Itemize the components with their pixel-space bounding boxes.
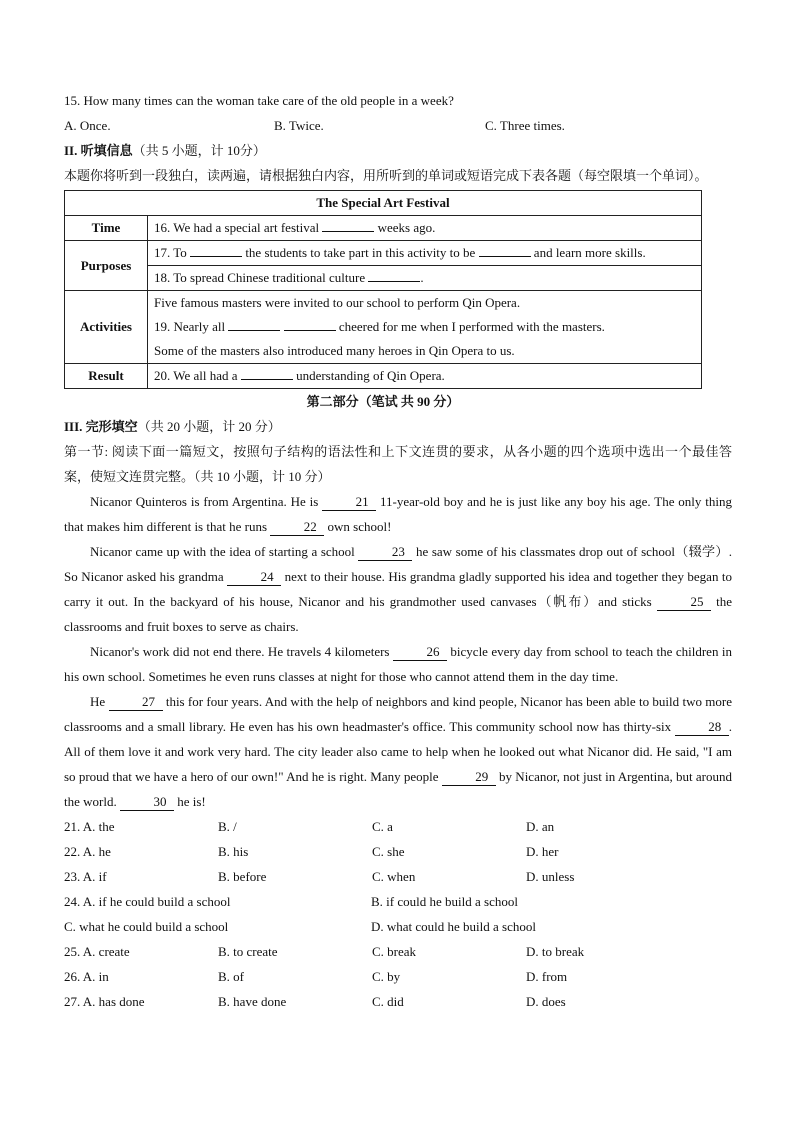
time-label: Time <box>65 216 148 241</box>
q17-text-mid: the students to take part in this activity to be <box>245 245 476 260</box>
choice-25-d[interactable]: D. to break <box>526 944 585 959</box>
question-15: 15. How many times can the woman take care of the old people in a week? <box>64 93 454 108</box>
passage-paragraph-4 <box>64 689 732 814</box>
activity-3: Some of the masters also introduced many heroes in Qin Opera to us. <box>148 339 702 364</box>
answer-blank-17a[interactable] <box>190 242 242 257</box>
choice-26-a[interactable]: 26. A. in <box>64 969 109 984</box>
passage-text: he saw some of his classmates drop out of school（辍学）. So Nicanor asked his grandma <box>64 544 732 584</box>
choice-24-a[interactable]: 24. A. if he could build a school <box>64 894 231 909</box>
section-3-note: （共 20 小题，计 20 分） <box>137 419 281 434</box>
choices-21 <box>64 814 732 839</box>
time-cell <box>148 216 702 241</box>
blank-29[interactable]: 29 <box>442 769 496 786</box>
blank-22[interactable]: 22 <box>270 519 324 536</box>
choice-27-d[interactable]: D. does <box>526 994 566 1009</box>
option-a: A. Once. <box>64 118 111 133</box>
q16-text: 16. We had a special art festival <box>154 220 320 235</box>
choice-27-c[interactable]: C. did <box>372 994 404 1009</box>
q17-text-end: and learn more skills. <box>533 245 646 260</box>
answer-blank-16[interactable] <box>322 217 374 232</box>
passage-paragraph-3 <box>64 639 732 689</box>
choices-24-row-2 <box>64 914 732 939</box>
choices-26 <box>64 964 732 989</box>
section-3-heading <box>64 414 732 439</box>
q18-text-end: . <box>420 270 424 285</box>
passage-text: He <box>90 694 106 709</box>
passage-text: . All of them love it and work very hard. The city leader also came to help when he looked out what Nicanor did. He said, "I am so proud that we have a hero of our own!" And he is right. Many people <box>64 719 732 784</box>
q18-cell <box>148 266 702 291</box>
part-2-heading: 第二部分（笔试 共 90 分） <box>306 394 460 409</box>
choice-27-b[interactable]: B. have done <box>218 994 287 1009</box>
choice-23-a[interactable]: 23. A. if <box>64 869 107 884</box>
passage-text: by Nicanor, not just in Argentina, but around the world. <box>64 769 732 809</box>
choices-25 <box>64 939 732 964</box>
passage-text: this for four years. And with the help of neighbors and kind people, Nicanor has been able to build two more classrooms and a small library. He even has his own headmaster's office. This community school now has thirty-six <box>64 694 732 734</box>
choice-26-d[interactable]: D. from <box>526 969 568 984</box>
blank-30[interactable]: 30 <box>120 794 174 811</box>
choice-24-b[interactable]: B. if could he build a school <box>371 894 518 909</box>
choice-21-a[interactable]: 21. A. the <box>64 819 115 834</box>
result-label: Result <box>65 364 148 389</box>
answer-blank-20[interactable] <box>241 365 293 380</box>
question-15-options <box>64 113 732 138</box>
passage-text: own school! <box>327 519 392 534</box>
q20-text-end: understanding of Qin Opera. <box>296 368 445 383</box>
choice-27-a[interactable]: 27. A. has done <box>64 994 145 1009</box>
option-b: B. Twice. <box>274 118 324 133</box>
q19-cell <box>148 315 702 339</box>
section-2-heading <box>64 138 732 163</box>
section-2-instructions: 本题你将听到一段独白，读两遍，请根据独白内容，用所听到的单词或短语完成下表各题（每空限填一个单词）。 <box>64 168 708 183</box>
q17-cell <box>148 241 702 266</box>
choice-25-b[interactable]: B. to create <box>218 944 278 959</box>
choice-26-b[interactable]: B. of <box>218 969 244 984</box>
choice-22-a[interactable]: 22. A. he <box>64 844 111 859</box>
answer-blank-17b[interactable] <box>479 242 531 257</box>
choice-24-d[interactable]: D. what could he build a school <box>371 919 536 934</box>
choice-22-b[interactable]: B. his <box>218 844 249 859</box>
purposes-label: Purposes <box>65 241 148 291</box>
passage-paragraph-1 <box>64 489 732 539</box>
section-2-title: II. 听填信息 <box>64 143 133 158</box>
activities-label: Activities <box>65 291 148 364</box>
choice-23-c[interactable]: C. when <box>372 869 416 884</box>
q20-text: 20. We all had a <box>154 368 238 383</box>
choice-23-b[interactable]: B. before <box>218 869 267 884</box>
blank-24[interactable]: 24 <box>227 569 281 586</box>
passage-text: Nicanor Quinteros is from Argentina. He is <box>90 494 319 509</box>
section-3-instructions: 第一节: 阅读下面一篇短文，按照句子结构的语法性和上下文连贯的要求，从各小题的四个选项中选出一个最佳答案，使短文连贯完整。（共 10 小题，计 10 分） <box>64 444 732 484</box>
passage-text: 11-year-old boy and he is just like any boy his age. The only thing that makes him different is that he runs <box>64 494 732 534</box>
option-c: C. Three times. <box>485 118 565 133</box>
choice-24-c[interactable]: C. what he could build a school <box>64 919 229 934</box>
choices-23 <box>64 864 732 889</box>
passage-text: the classrooms and fruit boxes to serve as chairs. <box>64 594 733 634</box>
choice-23-d[interactable]: D. unless <box>526 869 575 884</box>
choice-21-d[interactable]: D. an <box>526 819 555 834</box>
blank-25[interactable]: 25 <box>657 594 711 611</box>
choice-21-c[interactable]: C. a <box>372 819 393 834</box>
answer-blank-19b[interactable] <box>284 316 336 331</box>
blank-23[interactable]: 23 <box>358 544 412 561</box>
choice-22-c[interactable]: C. she <box>372 844 405 859</box>
exam-page <box>64 88 732 1014</box>
q19-text-end: cheered for me when I performed with the masters. <box>338 319 605 334</box>
art-festival-table <box>64 190 702 389</box>
blank-21[interactable]: 21 <box>322 494 376 511</box>
activity-1: Five famous masters were invited to our school to perform Qin Opera. <box>148 291 702 316</box>
choice-26-c[interactable]: C. by <box>372 969 401 984</box>
section-3-title: III. 完形填空 <box>64 419 138 434</box>
choice-25-a[interactable]: 25. A. create <box>64 944 130 959</box>
q18-text: 18. To spread Chinese traditional culture <box>154 270 366 285</box>
passage-text: bicycle every day from school to teach the children in his own school. Sometimes he even runs classes at night for those who cannot attend them in the day time. <box>64 644 733 684</box>
choices-27 <box>64 989 732 1014</box>
choice-22-d[interactable]: D. her <box>526 844 559 859</box>
choices-22 <box>64 839 732 864</box>
q19-text: 19. Nearly all <box>154 319 226 334</box>
q17-text: 17. To <box>154 245 187 260</box>
blank-28[interactable]: 28 <box>675 719 729 736</box>
choice-25-c[interactable]: C. break <box>372 944 417 959</box>
passage-text: Nicanor came up with the idea of starting a school <box>90 544 355 559</box>
passage-text: Nicanor's work did not end there. He travels 4 kilometers <box>90 644 390 659</box>
passage-text: he is! <box>177 794 206 809</box>
blank-26[interactable]: 26 <box>393 644 447 661</box>
q16-text-end: weeks ago. <box>377 220 436 235</box>
choices-24-row-1 <box>64 889 732 914</box>
passage-text: next to their house. His grandma gladly supported his idea and together they began to carry it out. In the backyard of his house, Nicanor and his grandmother used canvases（帆布）and sticks <box>64 569 733 609</box>
blank-27[interactable]: 27 <box>109 694 163 711</box>
section-2-note: （共 5 小题，计 10分） <box>132 143 266 158</box>
answer-blank-19a[interactable] <box>228 316 280 331</box>
passage-paragraph-2 <box>64 539 732 639</box>
table-title: The Special Art Festival <box>65 191 702 216</box>
answer-blank-18[interactable] <box>368 267 420 282</box>
q20-cell <box>148 364 702 389</box>
choice-21-b[interactable]: B. / <box>218 819 237 834</box>
